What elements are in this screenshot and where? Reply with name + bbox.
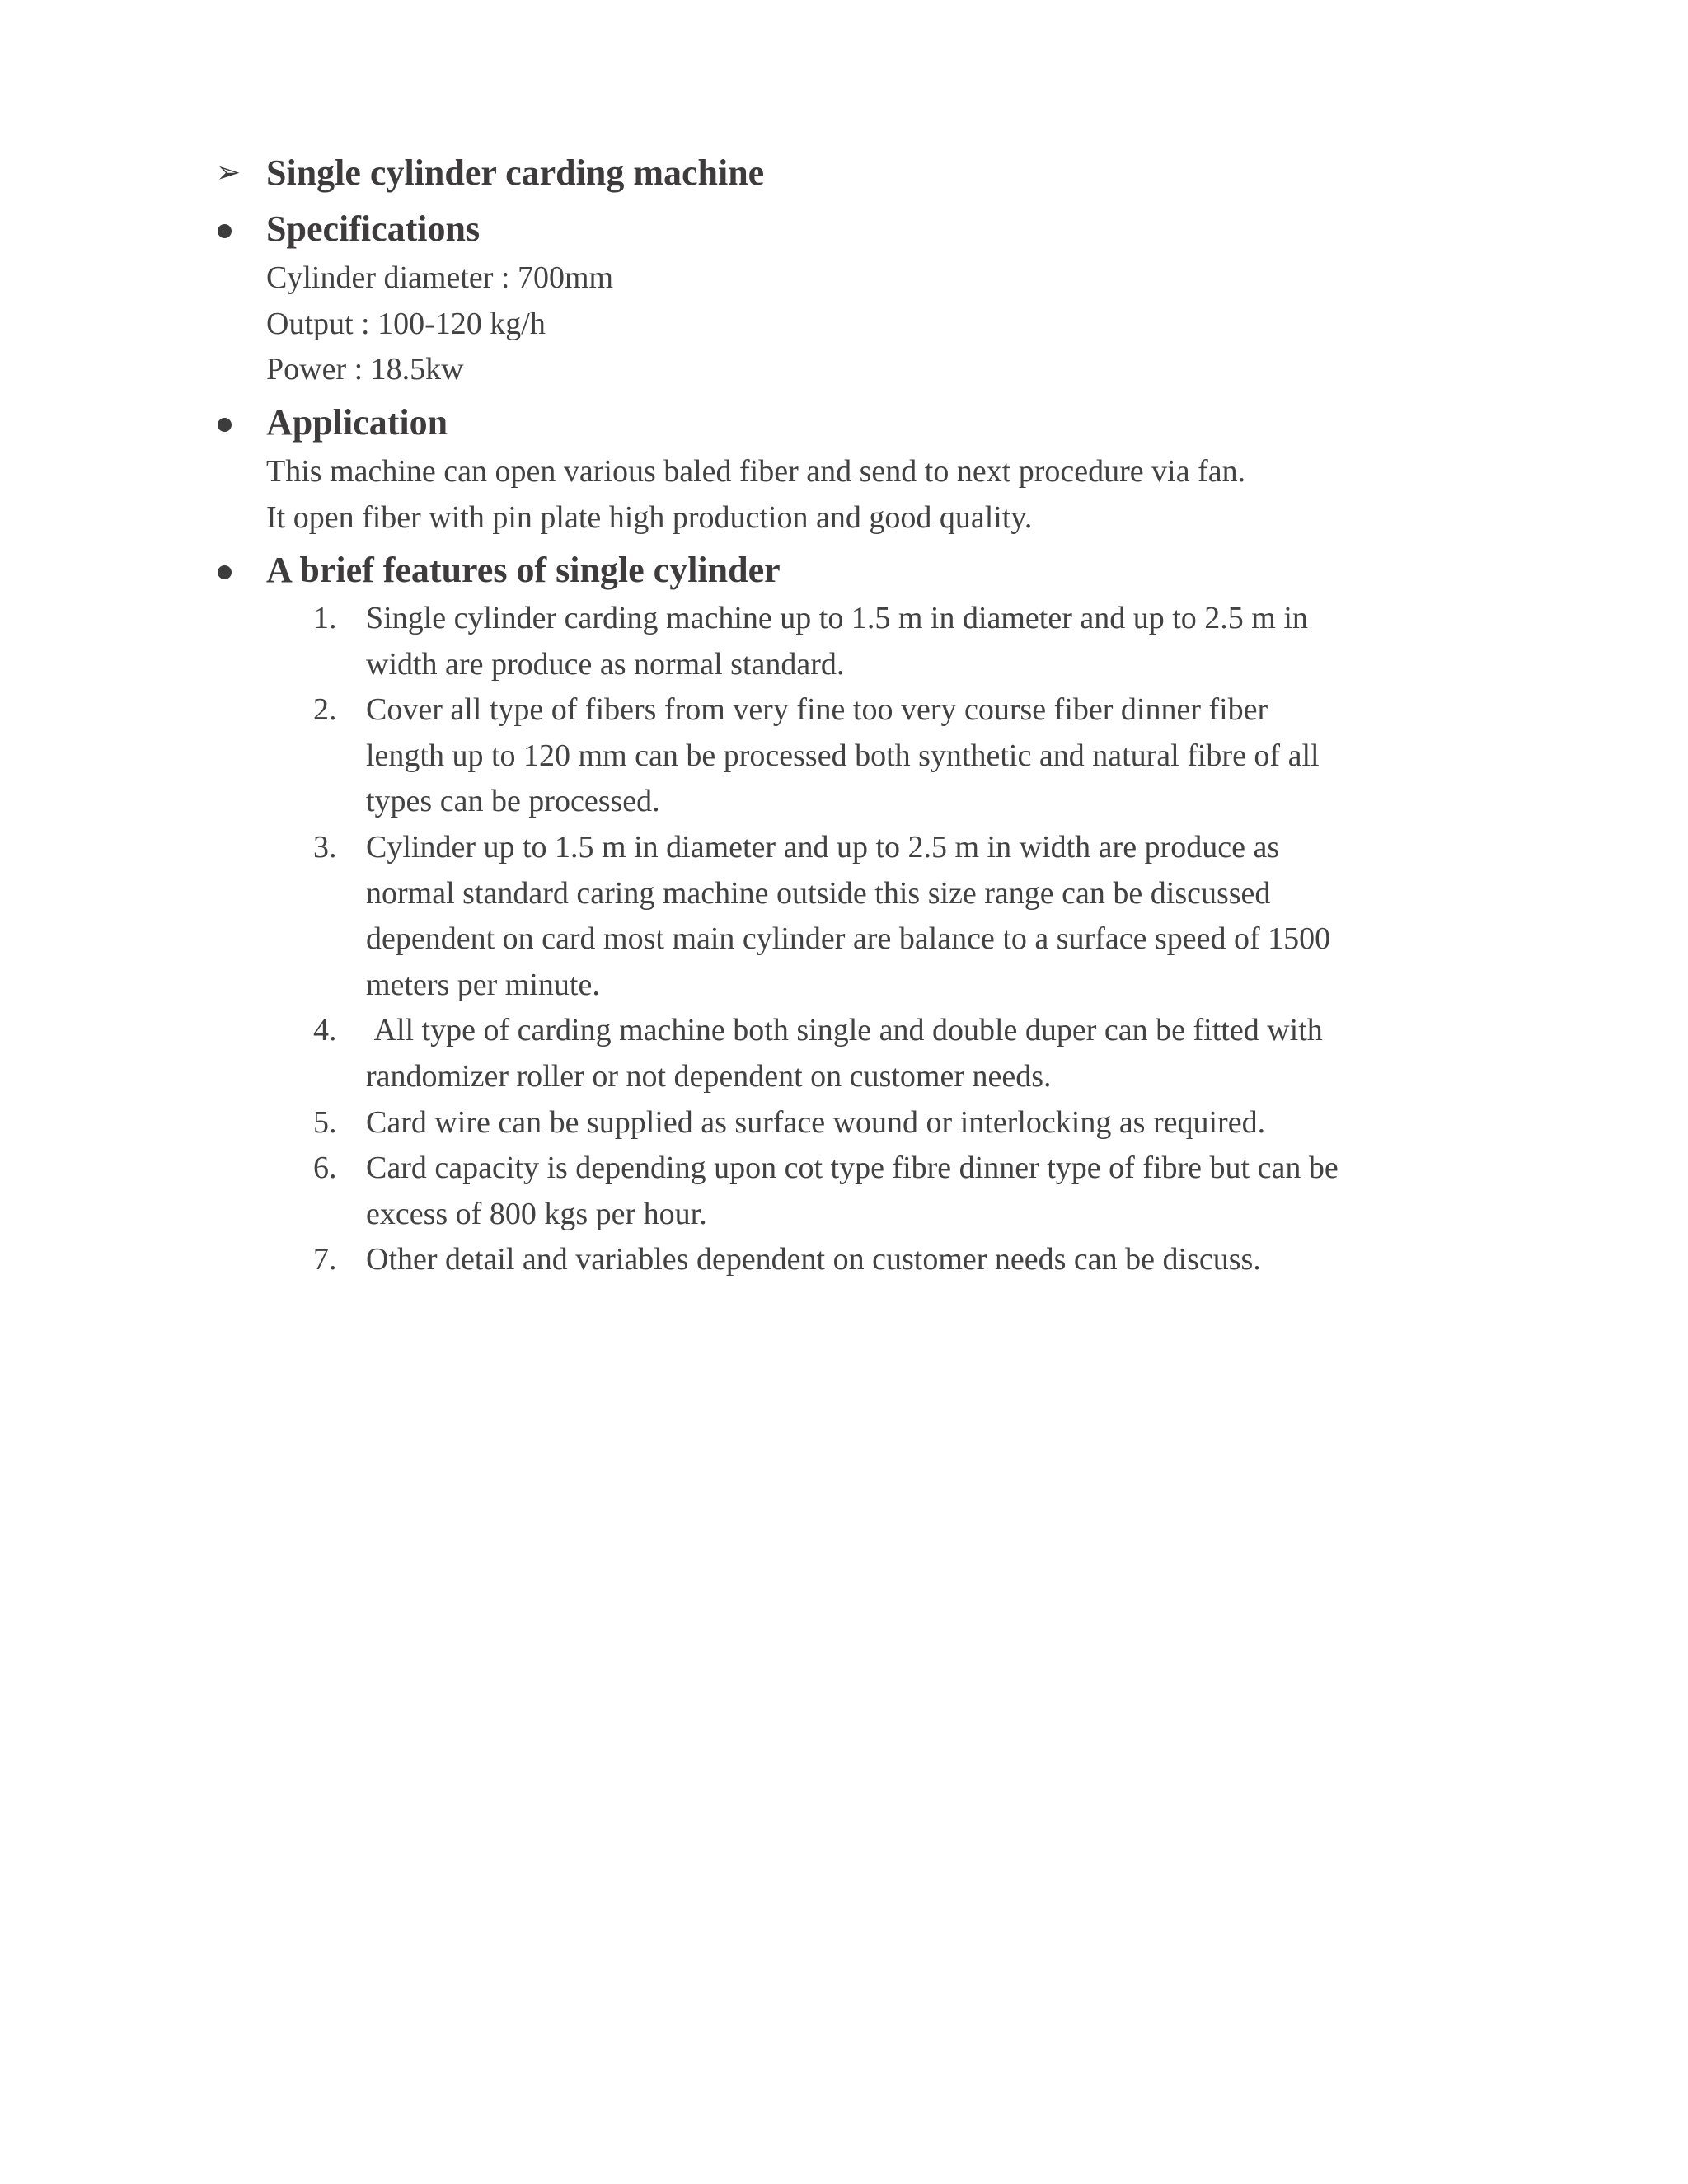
list-item-number: 1. — [313, 601, 337, 635]
specifications-heading: Specifications — [266, 209, 481, 249]
arrow-bullet-icon: ➢ — [216, 156, 241, 190]
list-item-text: Cover all type of fibers from very fine too very course fiber dinner fiber length up to 120 mm can be processed both synthetic and natural fibre of all types can be processed. — [366, 692, 1328, 819]
features-list — [313, 596, 1352, 1283]
spec-line-output: Output : 100-120 kg/h — [266, 307, 546, 341]
list-item-text: Card wire can be supplied as surface wound or interlocking as required. — [366, 1104, 1266, 1140]
spec-line-power: Power : 18.5kw — [266, 352, 464, 387]
list-item-text: Single cylinder carding machine up to 1.5 m in diameter and up to 2.5 m in width are produce as normal standard. — [366, 601, 1316, 682]
list-item-text: All type of carding machine both single and double duper can be fitted with randomizer roller or not dependent on customer needs. — [366, 1013, 1331, 1094]
list-item — [313, 1237, 1352, 1283]
bullet-dot-icon — [218, 224, 232, 238]
list-item-text: Other detail and variables dependent on customer needs can be discuss. — [366, 1242, 1261, 1277]
list-item-number: 7. — [313, 1242, 337, 1277]
bullet-dot-icon — [218, 418, 232, 432]
list-item — [313, 825, 1352, 1008]
list-item — [313, 1008, 1352, 1099]
list-item-text: Card capacity is depending upon cot type fibre dinner type of fibre but can be excess of 800 kgs per hour. — [366, 1151, 1347, 1231]
bullet-dot-icon — [218, 565, 232, 579]
list-item-number: 3. — [313, 829, 337, 865]
application-line-2: It open fiber with pin plate high production and good quality. — [266, 500, 1033, 535]
features-heading: A brief features of single cylinder — [266, 550, 781, 590]
list-item-number: 4. — [313, 1013, 337, 1048]
list-item — [313, 596, 1352, 687]
application-line-1: This machine can open various baled fiber and send to next procedure via fan. — [266, 454, 1246, 489]
list-item — [313, 687, 1352, 825]
application-heading: Application — [266, 402, 448, 443]
document-title: Single cylinder carding machine — [266, 152, 765, 193]
list-item-number: 6. — [313, 1151, 337, 1186]
list-item-text: Cylinder up to 1.5 m in diameter and up to 2.5 m in width are produce as normal standard caring machine outside this size range can be discussed dependent on card most main cylinder are balance to a surface speed of 1500 meters per minute. — [366, 829, 1339, 1002]
list-item-number: 2. — [313, 692, 337, 728]
list-item — [313, 1100, 1352, 1146]
list-item-number: 5. — [313, 1104, 337, 1140]
spec-line-cylinder-diameter: Cylinder diameter : 700mm — [266, 260, 614, 295]
list-item — [313, 1146, 1352, 1237]
